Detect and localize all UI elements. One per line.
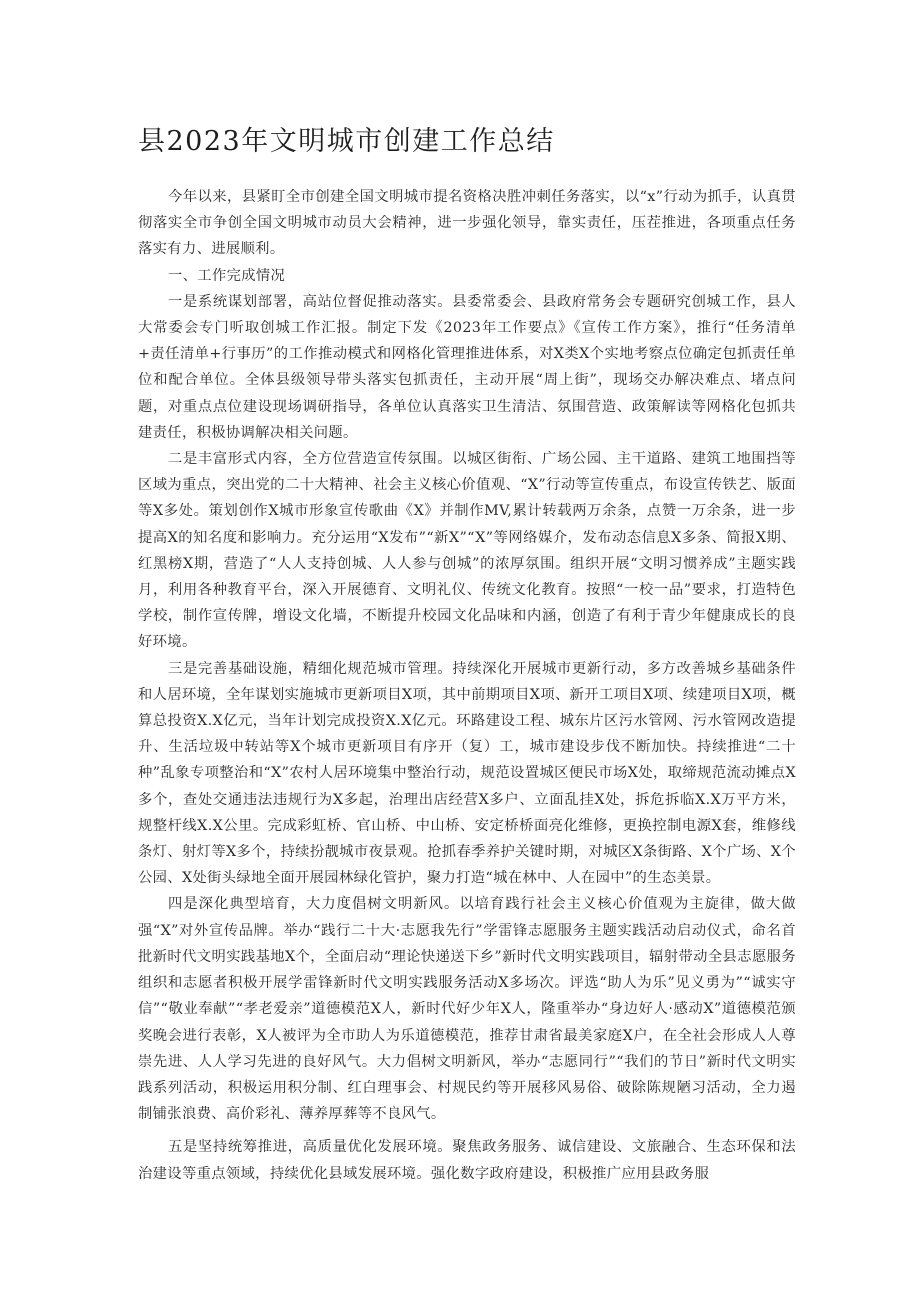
document-title: 县2023年文明城市创建工作总结 (138, 126, 555, 157)
paragraph-civilization-customs: 四是深化典型培育，大力度倡树文明新风。以培育践行社会主义核心价值观为主旋律，做大做强“X”对外宣传品牌。举办“践行二十大·志愿我先行”学雷锋志愿服务主题实践活动启动仪式，命名首批新时代文明实践基地X个，全面启动“理论快递送下乡”新时代文明实践项目，辐射带动全县志愿服务组织和志愿者积极开展学雷锋新时代文明实践服务活动X多场次。评选“助人为乐”见义勇为”“诚实守信”“敬业奉献”“孝老爱亲”道德模范X人，新时代好少年X人，隆重举办“身边好人·感动X”道德模范颁奖晚会进行表彰，X人被评为全市助人为乐道德模范，推荐甘肃省最美家庭X户，在全社会形成人人尊崇先进、人人学习先进的良好风气。大力倡树文明新风，举办“志愿同行”“我们的节日”新时代文明实践系列活动，积极运用积分制、红白理事会、村规民约等开展移风易俗、破除陈规陋习活动，全力遏制铺张浪费、高价彩礼、薄养厚葬等不良风气。 (138, 896, 796, 1123)
paragraph-publicity-atmosphere: 二是丰富形式内容，全方位营造宣传氛围。以城区街衔、广场公园、主干道路、建筑工地围挡等区域为重点，突出党的二十大精神、社会主义核心价值观、“X”行动等宣传重点，布设宣传铁艺、版面等X多处。策划创作X城市形象宣传歌曲《X》并制作MV,累计转载两万余条，点赞一万余条，进一步提高X的知名度和影响力。充分运用“X发布”“新X”“X”等网络媒介，发布动态信息X多条、简报X期、红黑榜X期，营造了“人人支持创城、人人参与创城”的浓厚氛围。组织开展“文明习惯养成”主题实践月，利用各种教育平台，深入开展德育、文明礼仪、传统文化教育。按照“一校一品”要求，打造特色学校，制作宣传牌，增设文化墙，不断提升校园文化品味和内涵，创造了有利于青少年健康成长的良好环境。 (138, 451, 796, 651)
paragraph-infrastructure-management: 三是完善基础设施，精细化规范城市管理。持续深化开展城市更新行动，多方改善城乡基础条件和人居环境，全年谋划实施城市更新项目X项，其中前期项目X项、新开工项目X项、续建项目X项，概算总投资X.X亿元，当年计划完成投资X.X亿元。环路建设工程、城东片区污水管网、污水管网改造提升、生活垃圾中转站等X个城市更新项目有序开（复）工，城市建设步伐不断加快。持续推进“二十种”乱象专项整治和“X”农村人居环境集中整治行动，规范设置城区便民市场X处，取缔规范流动摊点X多个，查处交通违法违规行为X多起，治理出店经营X多户、立面乱挂X处，拆危拆临X.X万平方米，规整杆线X.X公里。完成彩虹桥、官山桥、中山桥、安定桥桥面亮化维修，更换控制电源X套，维修线条灯、射灯等X多个，持续扮靓城市夜景观。抢抓春季养护关键时期，对城区X条街路、X个广场、X个公园、X处街头绿地全面开展园林绿化管护，聚力打造“城在林中、人在园中”的生态美景。 (138, 660, 796, 887)
intro-paragraph: 今年以来，县紧盯全市创建全国文明城市提名资格决胜冲刺任务落实，以“x”行动为抓手，认真贯彻落实全市争创全国文明城市动员大会精神，进一步强化领导，靠实责任，压茬推进，各项重点任务落实有力、进展顺利。 (138, 189, 796, 258)
section-heading-work-completion: 一、工作完成情况 (168, 267, 286, 284)
paragraph-development-environment: 五是坚持统筹推进，高质量优化发展环境。聚焦政务服务、诚信建设、文旅融合、生态环保和法治建设等重点领域，持续优化县域发展环境。强化数字政府建设，积极推广应用县政务服 (138, 1139, 796, 1182)
paragraph-planning-deployment: 一是系统谋划部署，高站位督促推动落实。县委常委会、县政府常务会专题研究创城工作，县人大常委会专门听取创城工作汇报。制定下发《2023年工作要点》《宣传工作方案》，推行“任务清单+责任清单+行事历”的工作推动模式和网格化管理推进体系，对X类X个实地考察点位确定包抓责任单位和配合单位。全体县级领导带头落实包抓责任，主动开展“周上街”，现场交办解决难点、堵点问题，对重点点位建设现场调研指导，各单位认真落实卫生清洁、氛围营造、政策解读等网格化包抓共建责任，积极协调解决相关问题。 (138, 293, 796, 441)
